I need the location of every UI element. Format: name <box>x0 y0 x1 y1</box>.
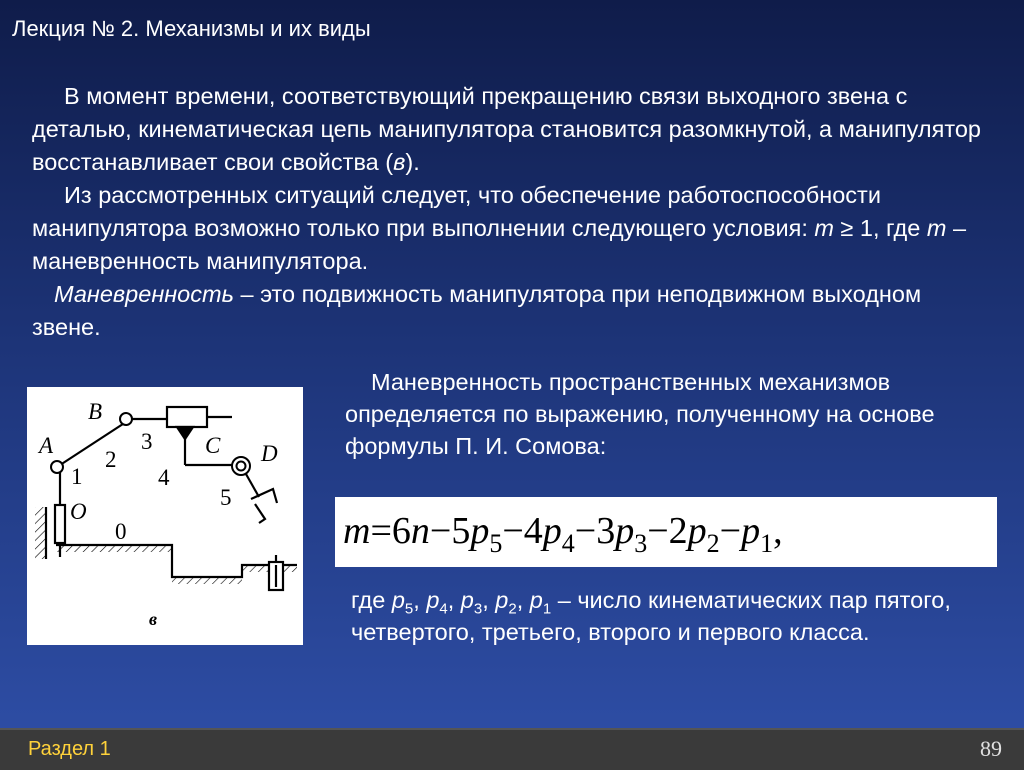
label-3: 3 <box>141 429 153 454</box>
formula-sub2: 2 <box>706 529 720 558</box>
side-paragraph: Маневренность пространственных механизмов определяется по выражению, полученному на основе формулы П. И. Сомова: <box>345 369 935 459</box>
formula-op2: −4 <box>502 510 543 552</box>
label-4: 4 <box>158 465 170 490</box>
p2-text-a: Из рассмотренных ситуаций следует, что обеспечение работоспособности манипулятора возможно только при выполнении следующего условия: <box>32 182 881 241</box>
slider-C <box>167 407 207 427</box>
footer-section: Раздел 1 <box>28 738 111 760</box>
label-0: 0 <box>115 519 127 544</box>
label-O: O <box>70 499 87 524</box>
formula-p2: p <box>687 510 707 552</box>
joint-A <box>51 461 63 473</box>
where-sub5: 5 <box>404 600 414 618</box>
formula-p5: p <box>470 510 490 552</box>
formula-p4: p <box>542 510 562 552</box>
page-number: 89 <box>980 736 1002 761</box>
where-sep1: , <box>413 587 427 613</box>
ground-hatch-2 <box>172 577 242 584</box>
p1-var: в <box>393 149 406 175</box>
label-2: 2 <box>105 447 117 472</box>
joint-B <box>120 413 132 425</box>
where-p5: p <box>391 587 405 613</box>
ground-hatch-1 <box>56 545 172 552</box>
label-C: C <box>205 433 221 458</box>
slider-O <box>55 505 65 543</box>
label-B: B <box>88 399 103 424</box>
where-sep3: , <box>482 587 496 613</box>
label-5: 5 <box>220 485 232 510</box>
where-sub4: 4 <box>439 600 448 618</box>
label-1: 1 <box>71 464 83 489</box>
mobility-formula <box>343 505 783 557</box>
p2-text-c: – маневренность манипулятора. <box>32 215 967 274</box>
p3-term: Маневренность <box>54 281 234 307</box>
paragraph-3 <box>32 278 992 344</box>
p1-end: ). <box>405 149 420 175</box>
formula-op4: −2 <box>647 510 688 552</box>
where-p4: p <box>426 587 440 613</box>
formula-sub5: 5 <box>489 529 503 558</box>
gripper-jaw-lower <box>255 504 265 523</box>
where-a: где <box>351 587 392 613</box>
formula-n: n <box>410 510 430 552</box>
footer-bar <box>0 728 1024 770</box>
formula-eq: =6 <box>370 510 411 552</box>
p2-var-m2: m <box>926 215 947 241</box>
figure-caption: в <box>149 609 158 629</box>
joint-D-inner <box>237 462 246 471</box>
manipulator-figure <box>27 387 303 645</box>
where-text <box>351 584 1001 648</box>
where-p2: p <box>495 587 509 613</box>
where-b: – число кинематических пар пятого, четвертого, третьего, второго и первого класса. <box>351 587 951 645</box>
formula-sub4: 4 <box>561 529 575 558</box>
p1-text: В момент времени, соответствующий прекращению связи выходного звена с деталью, кинематическая цепь манипулятора становится разомкнутой, а манипулятор восстанавливает свои свойства ( <box>32 83 981 175</box>
label-A: A <box>39 433 54 458</box>
where-sub1: 1 <box>542 600 552 618</box>
paragraph-2 <box>32 179 992 278</box>
formula-p3: p <box>615 510 635 552</box>
formula-end: , <box>773 510 783 552</box>
side-text <box>345 366 1005 462</box>
main-text <box>32 80 992 344</box>
p3-rest: – это подвижность манипулятора при неподвижном выходном звене. <box>32 281 922 340</box>
where-p3: p <box>460 587 474 613</box>
formula-op5: − <box>719 510 742 552</box>
slide-title: Лекция № 2. Механизмы и их виды <box>12 16 371 41</box>
formula-p1: p <box>741 510 761 552</box>
p2-var-m1: m <box>814 215 834 241</box>
prismatic-wedge <box>177 427 193 439</box>
ground-hatch-left <box>35 507 45 559</box>
formula-sub1: 1 <box>760 529 774 558</box>
label-D: D <box>261 441 278 466</box>
paragraph-1 <box>32 80 992 179</box>
where-sep2: , <box>447 587 461 613</box>
p2-text-b: ≥ 1, где <box>833 215 927 241</box>
formula-op1: −5 <box>429 510 471 552</box>
where-sub2: 2 <box>508 600 517 618</box>
where-sep4: , <box>516 587 530 613</box>
where-sub3: 3 <box>473 600 483 618</box>
formula-m: m <box>343 510 371 552</box>
manipulator-diagram <box>27 387 303 645</box>
formula-sub3: 3 <box>634 529 648 558</box>
formula-op3: −3 <box>574 510 616 552</box>
where-p1: p <box>529 587 543 613</box>
formula-box <box>335 497 997 567</box>
